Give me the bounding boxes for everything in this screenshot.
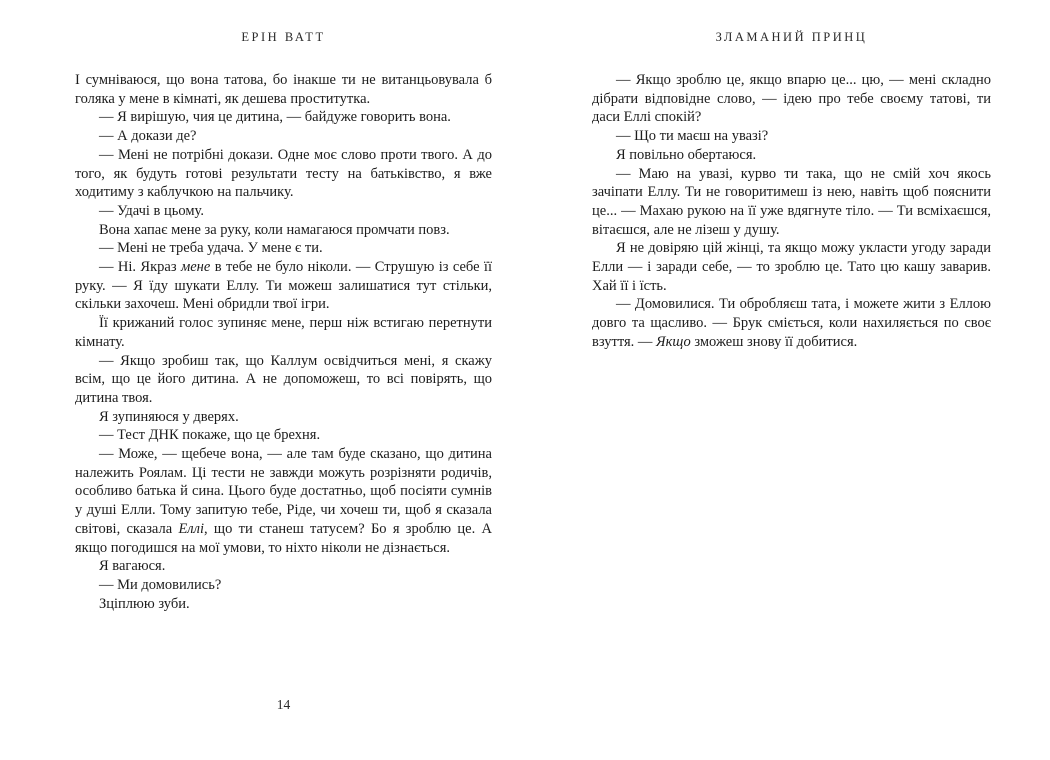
- paragraph: [75, 239, 492, 258]
- text-run: І сумніваюся, що вона татова, бо інакше ти не витанцьовувала б голяка у мене в кімнаті, як дешева проститутка.: [75, 72, 492, 107]
- page-left: [75, 30, 492, 613]
- paragraph: [75, 202, 492, 221]
- paragraph: [75, 426, 492, 445]
- paragraph: [75, 557, 492, 576]
- text-run: — Мені не треба удача. У мене є ти.: [99, 240, 323, 257]
- italic-run: мене: [180, 259, 211, 276]
- text-run: Я зупиняюся у дверях.: [99, 408, 239, 425]
- running-head-title: ЗЛАМАНИЙ ПРИНЦ: [715, 30, 868, 44]
- text-run: Я вагаюся.: [99, 558, 166, 575]
- text-run: — Маю на увазі, курво ти така, що не смій хоч якось зачіпати Еллу. Ти не говоритимеш із нею, навіть щоб пояснити це... — Махаю рукою на її уже вдягнуте тіло. — Ти всміхаєшся, вітаєшся, але не лізеш у душу.: [592, 165, 991, 238]
- text-run: — Удачі в цьому.: [99, 202, 204, 219]
- paragraph: [592, 71, 991, 127]
- text-run: — Мені не потрібні докази. Одне моє слово проти твого. А до того, як будуть готові результати тесту на батьківство, я вже ходитиму з каблучкою на пальчику.: [75, 146, 492, 201]
- paragraph: [75, 352, 492, 408]
- page-number: 14: [276, 697, 291, 712]
- paragraph: [75, 221, 492, 240]
- text-run: Я повільно обертаюся.: [616, 146, 757, 163]
- text-run: зможеш знову її добитися.: [690, 333, 858, 350]
- text-run: Зціплюю зуби.: [99, 595, 190, 612]
- text-run: — Якщо зробиш так, що Каллум освідчиться мені, я скажу всім, що це його дитина. А не допоможеш, то всі повірять, що дитина твоя.: [75, 352, 492, 406]
- paragraph: [592, 295, 991, 351]
- paragraph: [75, 127, 492, 146]
- running-head-author: ЕРІН ВАТТ: [241, 30, 326, 44]
- paragraph: [75, 408, 492, 427]
- paragraph: [75, 595, 492, 614]
- text-run: — Ні. Якраз: [99, 259, 181, 276]
- text-run: , що ти станеш татусем? Бо я зроблю це. А якщо погодишся на мої умови, то ніхто ніколи не дізнається.: [75, 520, 492, 556]
- text-run: — Ми домовились?: [99, 576, 222, 593]
- text-run: — Що ти маєш на увазі?: [616, 128, 769, 145]
- paragraph: [592, 146, 991, 165]
- page-right: [592, 30, 991, 352]
- text-run: — Домовилися. Ти обробляєш тата, і можете жити з Еллою довго та щасливо. — Брук сміється, коли нахиляється по своє взуття. —: [592, 296, 991, 350]
- page-left-body: [75, 71, 492, 613]
- text-run: в тебе не було ніколи. — Струшую із себе її руку. — Я їду шукати Еллу. Ти можеш залишатися тут стільки, скільки захочеш. Мені обридли твої ігри.: [75, 259, 492, 313]
- text-run: Я не довіряю цій жінці, та якщо можу укласти угоду заради Елли — і заради себе, — то зроблю це. Тато цю кашу заварив. Хай її і їсть.: [592, 240, 991, 294]
- text-run: Її крижаний голос зупиняє мене, перш ніж встигаю перетнути кімнату.: [75, 315, 492, 350]
- page-right-body: [592, 71, 991, 352]
- paragraph: [75, 445, 492, 557]
- paragraph: [592, 239, 991, 295]
- paragraph: [592, 127, 991, 146]
- italic-run: Якщо: [656, 333, 691, 350]
- text-run: — Тест ДНК покаже, що це брехня.: [99, 427, 321, 444]
- paragraph: [75, 258, 492, 314]
- text-run: — А докази де?: [99, 128, 197, 145]
- text-run: — Я вирішую, чия це дитина, — байдуже говорить вона.: [99, 109, 451, 126]
- paragraph: [75, 71, 492, 108]
- paragraph: [592, 165, 991, 240]
- italic-run: Еллі: [178, 520, 204, 537]
- paragraph: [75, 146, 492, 202]
- paragraph: [75, 108, 492, 127]
- text-run: Вона хапає мене за руку, коли намагаюся промчати повз.: [99, 221, 450, 238]
- paragraph: [75, 576, 492, 595]
- text-run: — Якщо зроблю це, якщо впарю це... цю, — мені складно дібрати відповідне слово, — ідею про тебе своєму татові, ти даси Еллі спокій?: [592, 72, 991, 126]
- paragraph: [75, 314, 492, 351]
- text-run: — Може, — щебече вона, — але там буде сказано, що дитина належить Роялам. Ці тести не завжди можуть розрізняти родичів, особливо батька й сина. Цього буде достатньо, щоб посіяти сумнів у душі Елли. Тому запитую тебе, Ріде, чи хочеш ти, щоб я сказала світові, сказала: [75, 446, 492, 537]
